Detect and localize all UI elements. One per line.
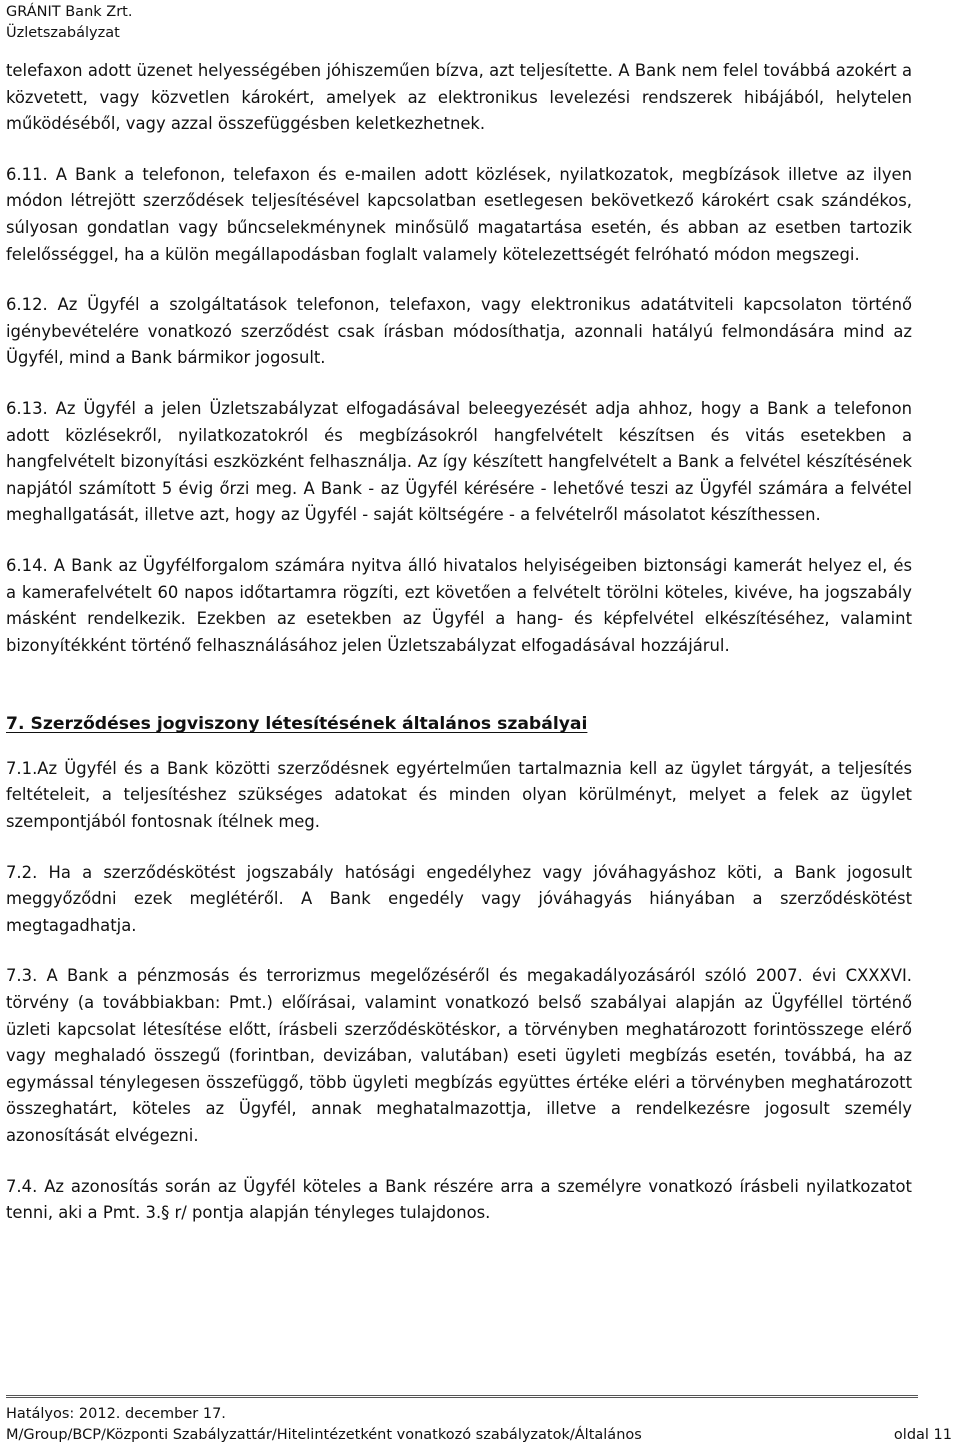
paragraph-6-14: 6.14. A Bank az Ügyfélforgalom számára nyitva álló hivatalos helyiségeiben biztonsági kamerát helyez el, és a kamerafelvételt 60 napos időtartamra rögzíti, ezt követően a felvételt törölni köteles, kivéve, ha jogszabály másként rendelkezik. Ezekben az esetekben az Ügyfél a hang- és képfelvétel elkészítéséhez, valamint bizonyítékként történő felhasználásához jelen Üzletszabályzat elfogadásával hozzájárul. [6, 555, 912, 655]
paragraph-continuation: telefaxon adott üzenet helyességében jóhiszeműen bízva, azt teljesítette. A Bank nem felel továbbá azokért a közvetett, vagy közvetlen károkért, amelyek az elektronikus levelezési rendszerek hibájából, helytelen működéséből, vagy azzal összefüggésben keletkezhetnek. [6, 61, 912, 134]
section-7-heading: 7. Szerződéses jogviszony létesítésének általános szabályai [6, 714, 588, 735]
footer-row [6, 1425, 952, 1446]
paragraph-7-4: 7.4. Az azonosítás során az Ügyfél köteles a Bank részére arra a személyre vonatkozó írásbeli nyilatkozatot tenni, aki a Pmt. 3.§ r/ pontja alapján tényleges tulajdonos. [6, 1176, 912, 1223]
paragraph-6-11: 6.11. A Bank a telefonon, telefaxon és e-mailen adott közlések, nyilatkozatok, megbízások illetve az ilyen módon létrejött szerződések teljesítésével kapcsolatban esetlegesen bekövetkező károkért csak szándékos, súlyosan gondatlan vagy bűncselekménynek minősülő magatartása esetén, és abban az esetben tartozik felelősséggel, ha a külön megállapodásban foglalt valamely kötelezettségét felróható módon megszegi. [6, 164, 912, 264]
paragraph-7-1: 7.1.Az Ügyfél és a Bank közötti szerződésnek egyértelműen tartalmaznia kell az ügylet tárgyát, a teljesítés feltételeit, a teljesítéshez szükséges adatokat és minden olyan körülményt, melyet a felek az ügylet szempontjából fontosnak ítélnek meg. [6, 758, 912, 832]
page-header [6, 2, 132, 44]
paragraph-7-3: 7.3. A Bank a pénzmosás és terrorizmus megelőzéséről és megakadályozásáról szóló 2007. évi CXXXVI. törvény (a továbbiakban: Pmt.) előírásai, valamint vonatkozó belső szabályai alapján az Ügyféllel történő üzleti kapcsolat létesítése előtt, írásbeli szerződéskötéskor, a törvényben meghatározott forintösszege elérő vagy meghaladó összegű (forintban, devizában, valutában) eseti ügyleti megbízás esetén, továbbá, ha az egymással ténylegesen összefüggő, több ügyleti megbízás együttes értéke eléri a törvényben meghatározott összeghatárt, köteles az Ügyfél, annak meghatalmazottja, illetve a rendelkezésre jogosult személy azonosítását elvégezni. [6, 966, 912, 1145]
document-name: Üzletszabályzat [6, 25, 120, 41]
effective-date: Hatályos: 2012. december 17. [6, 1406, 226, 1422]
document-path: M/Group/BCP/Központi Szabályzattár/Hitelintézetként vonatkozó szabályzatok/Általános [6, 1427, 642, 1443]
paragraph-6-13: 6.13. Az Ügyfél a jelen Üzletszabályzat elfogadásával beleegyezését adja ahhoz, hogy a Bank a telefonon adott közlésekről, nyilatkozatokról és megbízásokról hangfelvételt készítsen és vitás esetekben a hangfelvételt bizonyítási eszközként felhasználja. Az így készített hangfelvételt a Bank a felvétel készítésének napjától számított 5 évig őrzi meg. A Bank - az Ügyfél kérésére - lehetővé teszi az Ügyfél számára a felvétel meghallgatását, illetve azt, hogy az Ügyfél - saját költségére - a felvételről másolatot készíthessen. [6, 398, 912, 525]
paragraph-6-12: 6.12. Az Ügyfél a szolgáltatások telefonon, telefaxon, vagy elektronikus adatátviteli kapcsolaton történő igénybevételére vonatkozó szerződést csak írásban módosíthatja, azonnali hatályú felmondására mind az Ügyfél, mind a Bank bármikor jogosult. [6, 295, 912, 368]
paragraph-7-2: 7.2. Ha a szerződéskötést jogszabály hatósági engedélyhez vagy jóváhagyáshoz köti, a Bank jogosult meggyőződni ezek meglétéről. A Bank engedély vagy jóváhagyás hiányában a szerződéskötést megtagadhatja. [6, 862, 912, 935]
footer-divider [6, 1395, 918, 1398]
document-body [6, 58, 912, 1251]
page-number: oldal 11 [893, 1427, 952, 1443]
page-footer [6, 1404, 952, 1446]
company-name: GRÁNIT Bank Zrt. [6, 4, 133, 20]
